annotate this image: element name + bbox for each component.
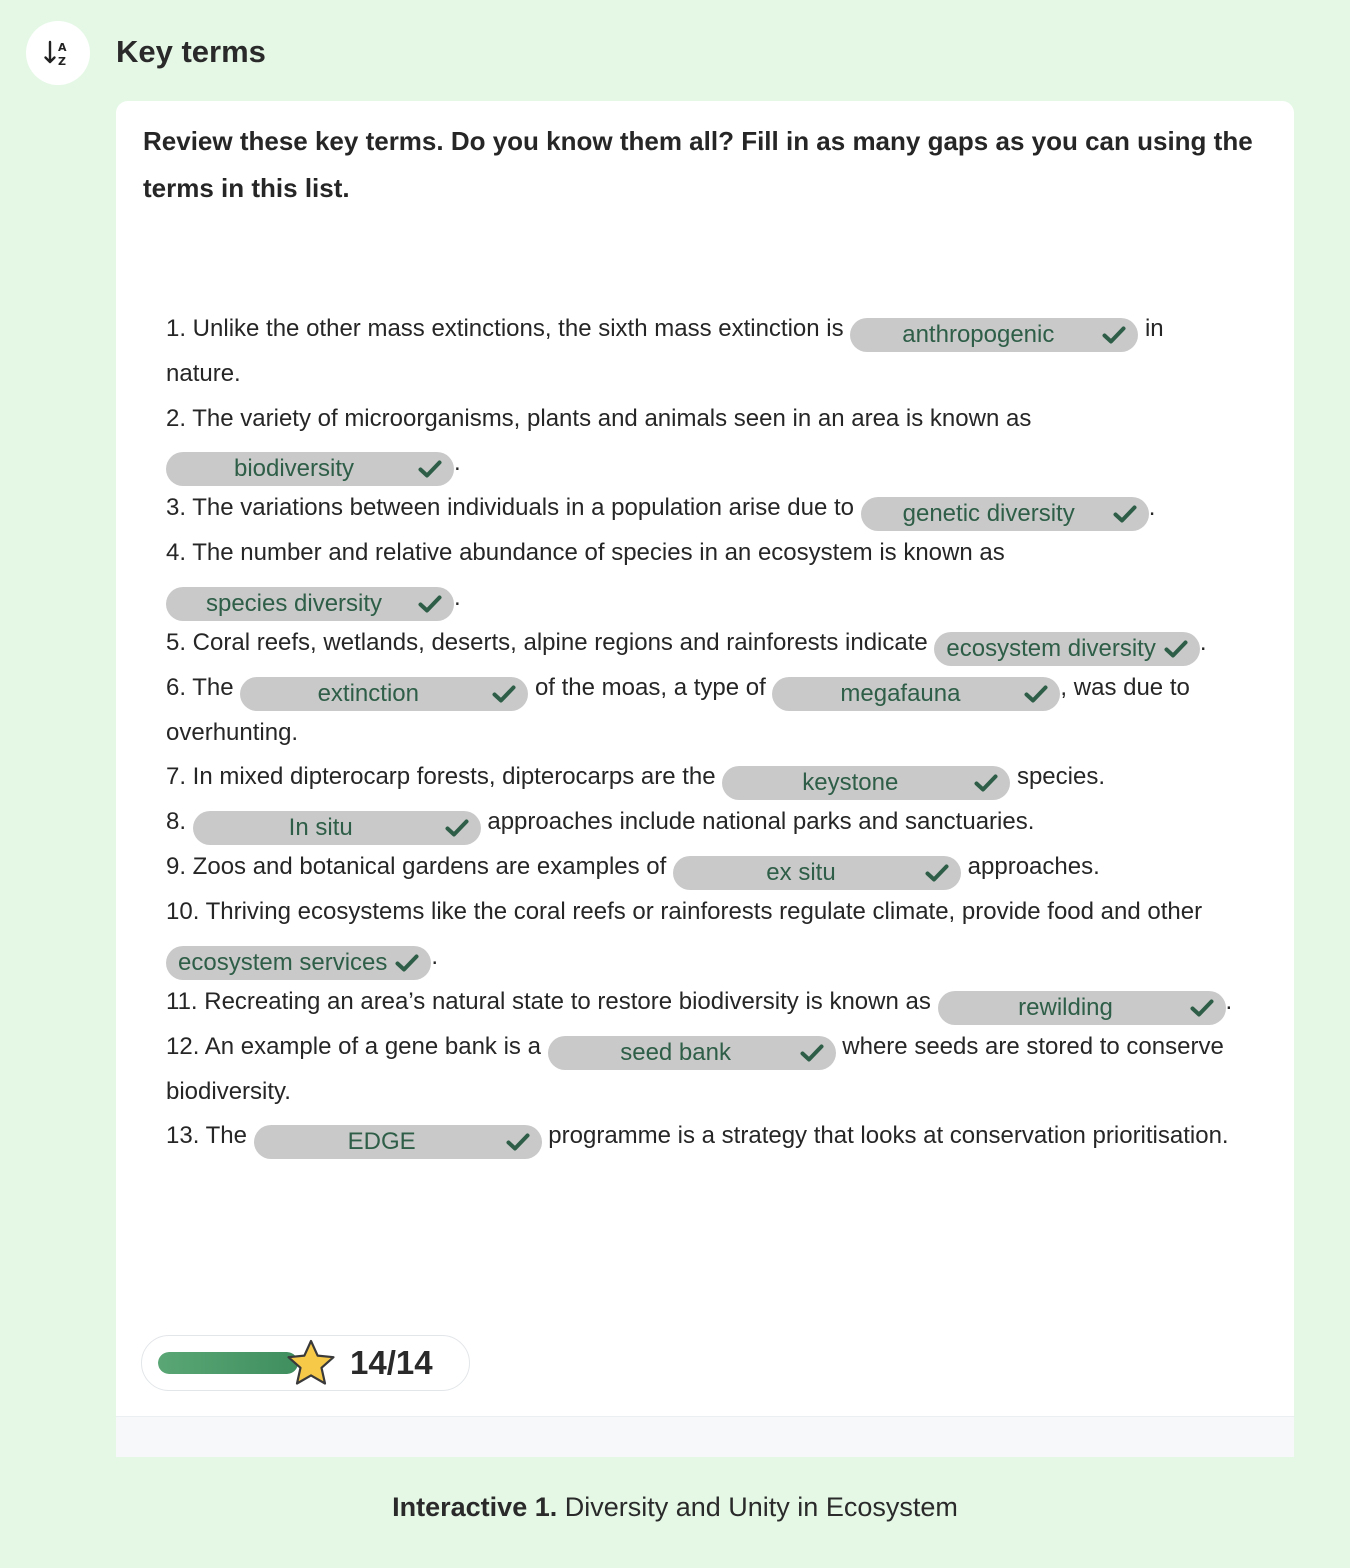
gap-fill-item [166, 397, 1241, 487]
check-icon [445, 818, 469, 838]
score-text: 14/14 [350, 1344, 433, 1381]
item-text: species. [1010, 763, 1105, 790]
item-text: . [1199, 628, 1207, 656]
item-text: 8. [166, 808, 193, 835]
check-icon [1113, 504, 1137, 524]
item-text: 2. The variety of microorganisms, plants and animals seen in an area is known as [166, 404, 1032, 432]
gap-fill-item [166, 755, 1241, 800]
sort-az-glyph [43, 38, 73, 68]
item-text: approaches include national parks and sanctuaries. [480, 808, 1035, 835]
instructions-text: Review these key terms. Do you know them all? Fill in as many gaps as you can using the terms in this list. [143, 126, 1253, 203]
check-icon [800, 1043, 824, 1063]
figure-caption [0, 1492, 1350, 1523]
gap-fill-item [166, 980, 1241, 1025]
sort-az-icon[interactable] [26, 21, 90, 85]
item-text: 3. The variations between individuals in a population arise due to [166, 494, 861, 521]
item-text: programme is a strategy that looks at conservation prioritisation. [541, 1122, 1229, 1149]
answer-term: anthropogenic [902, 321, 1055, 348]
gap-fill-item [166, 531, 1241, 621]
item-text: 7. In mixed dipterocarp forests, dipterocarps are the [166, 763, 723, 790]
answer-term: megafauna [840, 679, 961, 707]
check-icon [395, 953, 419, 973]
gap-fill-item [166, 486, 1241, 531]
answer-gap[interactable] [193, 811, 481, 845]
star-icon [285, 1338, 337, 1388]
check-icon [974, 773, 998, 793]
answer-gap[interactable] [166, 452, 454, 486]
item-text: . [454, 583, 461, 611]
answer-term: In situ [288, 814, 353, 841]
answer-term: ecosystem services [178, 948, 388, 976]
check-icon [1190, 998, 1214, 1018]
answer-term: ecosystem diversity [946, 634, 1156, 662]
answer-gap[interactable] [166, 946, 431, 980]
check-icon [1024, 684, 1048, 704]
gap-fill-item [166, 800, 1241, 845]
svg-text:A: A [58, 41, 67, 54]
item-text: 10. Thriving ecosystems like the coral reefs or rainforests regulate climate, provide food and other [166, 898, 1203, 925]
item-text: . [1148, 494, 1156, 521]
progress-bar [158, 1352, 298, 1374]
score-panel [141, 1335, 470, 1391]
gap-fill-item [166, 1114, 1241, 1159]
item-text: 13. The [166, 1122, 254, 1149]
answer-term: species diversity [205, 589, 383, 617]
answer-gap[interactable] [673, 856, 961, 890]
check-icon [506, 1132, 530, 1152]
item-text: 9. Zoos and botanical gardens are examples of [166, 853, 673, 880]
answer-term: EDGE [347, 1128, 416, 1155]
answer-term: biodiversity [233, 455, 355, 482]
answer-gap[interactable] [722, 766, 1010, 800]
item-text: of the moas, a type of [528, 673, 773, 701]
item-text: . [431, 942, 439, 970]
item-text: 1. Unlike the other mass extinctions, the sixth mass extinction is [166, 315, 851, 342]
progress-bar-fill [158, 1352, 298, 1374]
answer-term: seed bank [620, 1038, 731, 1066]
caption-text: Diversity and Unity in Ecosystem [557, 1492, 958, 1522]
key-terms-card [116, 101, 1294, 1457]
answer-term: extinction [317, 679, 419, 707]
gap-fill-item [166, 307, 1241, 397]
answer-gap[interactable] [548, 1036, 836, 1070]
check-icon [418, 594, 442, 614]
answer-gap[interactable] [850, 318, 1138, 352]
item-text: . [1225, 987, 1233, 1015]
answer-gap[interactable] [240, 677, 528, 711]
gap-fill-item [166, 1025, 1241, 1115]
check-icon [925, 863, 949, 883]
item-text: 6. The [166, 673, 241, 701]
item-text: 12. An example of a gene bank is a [166, 1032, 548, 1060]
gap-fill-list [166, 307, 1241, 1159]
check-icon [418, 459, 442, 479]
svg-text:Z: Z [58, 55, 66, 68]
gap-fill-item [166, 890, 1241, 980]
item-text: 4. The number and relative abundance of species in an ecosystem is known as [166, 539, 1005, 566]
item-text: 11. Recreating an area’s natural state to restore biodiversity is known as [166, 987, 938, 1015]
answer-term: rewilding [1018, 993, 1113, 1021]
answer-gap[interactable] [934, 632, 1199, 666]
item-text: , was due to overhunting. [166, 673, 1190, 746]
gap-fill-item [166, 621, 1241, 666]
check-icon [1164, 639, 1188, 659]
item-text: where seeds are stored to conserve biodiversity. [166, 1032, 1224, 1105]
gap-fill-item [166, 845, 1241, 890]
item-text: in nature. [166, 315, 1164, 387]
answer-term: genetic diversity [902, 500, 1075, 527]
answer-gap[interactable] [861, 497, 1149, 531]
check-icon [492, 684, 516, 704]
gap-fill-item [166, 666, 1241, 756]
answer-gap[interactable] [166, 587, 454, 621]
item-text: . [454, 449, 461, 476]
section-title: Key terms [116, 34, 266, 69]
answer-gap[interactable] [772, 677, 1060, 711]
answer-gap[interactable] [938, 991, 1226, 1025]
caption-label: Interactive 1. [392, 1492, 558, 1522]
answer-gap[interactable] [254, 1125, 542, 1159]
answer-term: ex situ [766, 859, 836, 886]
answer-term: keystone [802, 769, 899, 796]
card-footer [116, 1416, 1294, 1457]
item-text: 5. Coral reefs, wetlands, deserts, alpine regions and rainforests indicate [166, 628, 935, 656]
check-icon [1102, 325, 1126, 345]
item-text: approaches. [960, 853, 1100, 880]
